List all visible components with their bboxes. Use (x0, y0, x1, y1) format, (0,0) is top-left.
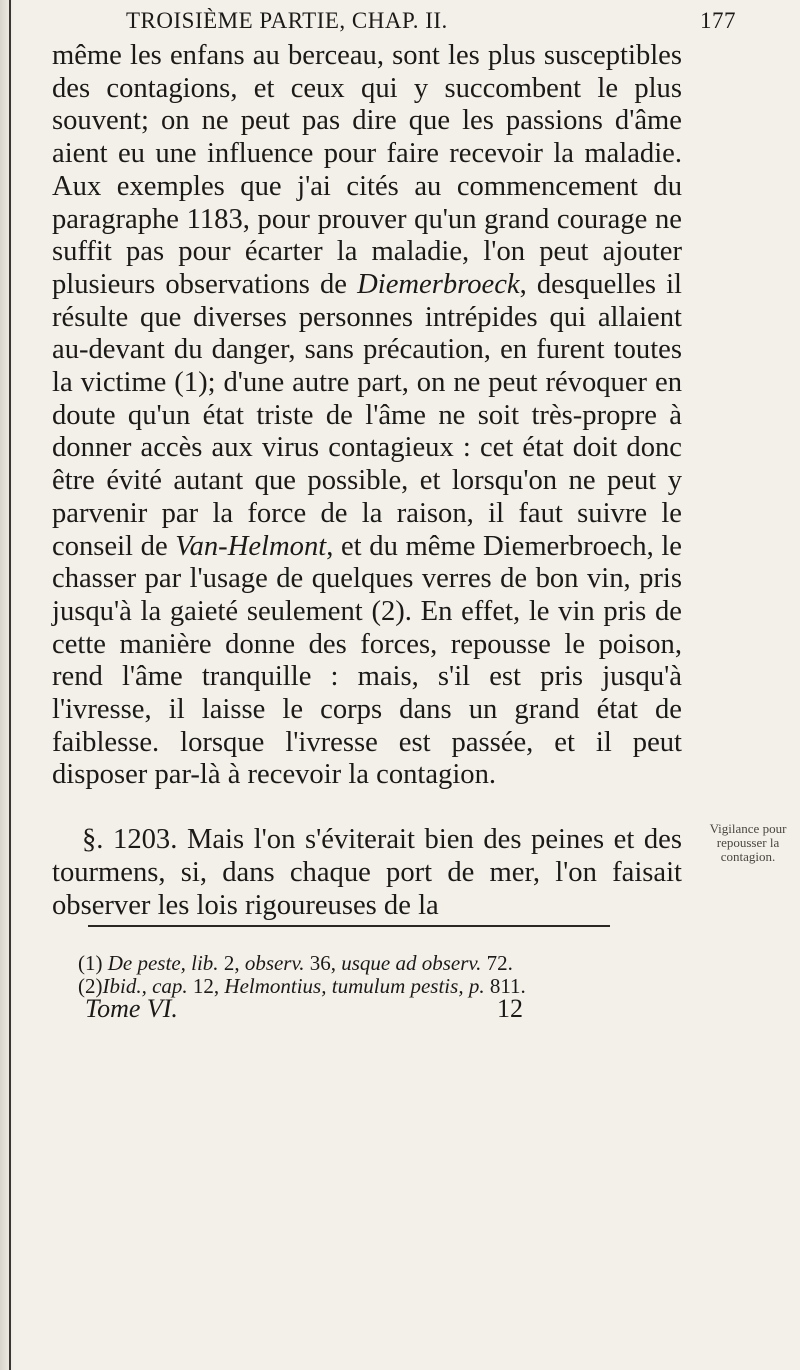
running-title: TROISIÈME PARTIE, CHAP. II. (126, 8, 448, 33)
body-text (52, 40, 682, 922)
page-edge (0, 0, 14, 1370)
paragraph-1203: §. 1203. Mais l'on s'éviterait bien des peines et des tourmens, si, dans chaque port de mer, l'on faisait observer les lois rigoureuses de la (52, 824, 682, 921)
tome-label: Tome VI. (85, 994, 178, 1023)
signature-mark: 12 (497, 994, 523, 1023)
footnote-2: (2)Ibid., cap. 12, Helmontius, tumulum pestis, p. 811. (78, 974, 526, 998)
footnotes (78, 952, 618, 998)
running-header (126, 8, 736, 34)
footnote-1: (1) De peste, lib. 2, observ. 36, usque ad observ. 72. (78, 951, 513, 975)
binding-line (9, 0, 11, 1370)
page-number: 177 (700, 8, 736, 33)
margin-note: Vigilance pour repousser la contagion. (709, 821, 787, 864)
footnote-rule (88, 925, 610, 927)
author-name-van-helmont: Van-Helmont (175, 530, 327, 562)
paragraph-1: même les enfans au berceau, sont les plus susceptibles des contagions, et ceux qui y succombent le plus souvent; on ne peut pas dire que les passions d'âme aient eu une influence pour faire recevoir la maladie. Aux exemples que j'ai cités au commencement du paragraphe 1183, pour prouver qu'un grand courage ne suffit pas pour écarter la maladie, l'on peut ajouter plusieurs observations de Diemerbroeck, desquelles il résulte que diverses personnes intrépides qui allaient au-devant du danger, sans précaution, en furent toutes la victime (1); d'une autre part, on ne peut révoquer en doute qu'un état triste de l'âme ne soit très-propre à donner accès aux virus contagieux : cet état doit donc être évité autant que possible, et lorsqu'on ne peut y parvenir par la force de la raison, il faut suivre le conseil de Van-Helmont, et du même Diemerbroech, le chasser par l'usage de quelques verres de bon vin, pris jusqu'à la gaieté seulement (2). En effet, le vin pris de cette manière donne des forces, repousse le poison, rend l'âme tranquille : mais, s'il est pris jusqu'à l'ivresse, il laisse le corps dans un grand état de faiblesse. lorsque l'ivresse est passée, et il peut disposer par-là à recevoir la contagion. (52, 40, 683, 791)
author-name-diemerbroeck: Diemerbroeck (357, 268, 520, 300)
signature-line (85, 994, 605, 1024)
